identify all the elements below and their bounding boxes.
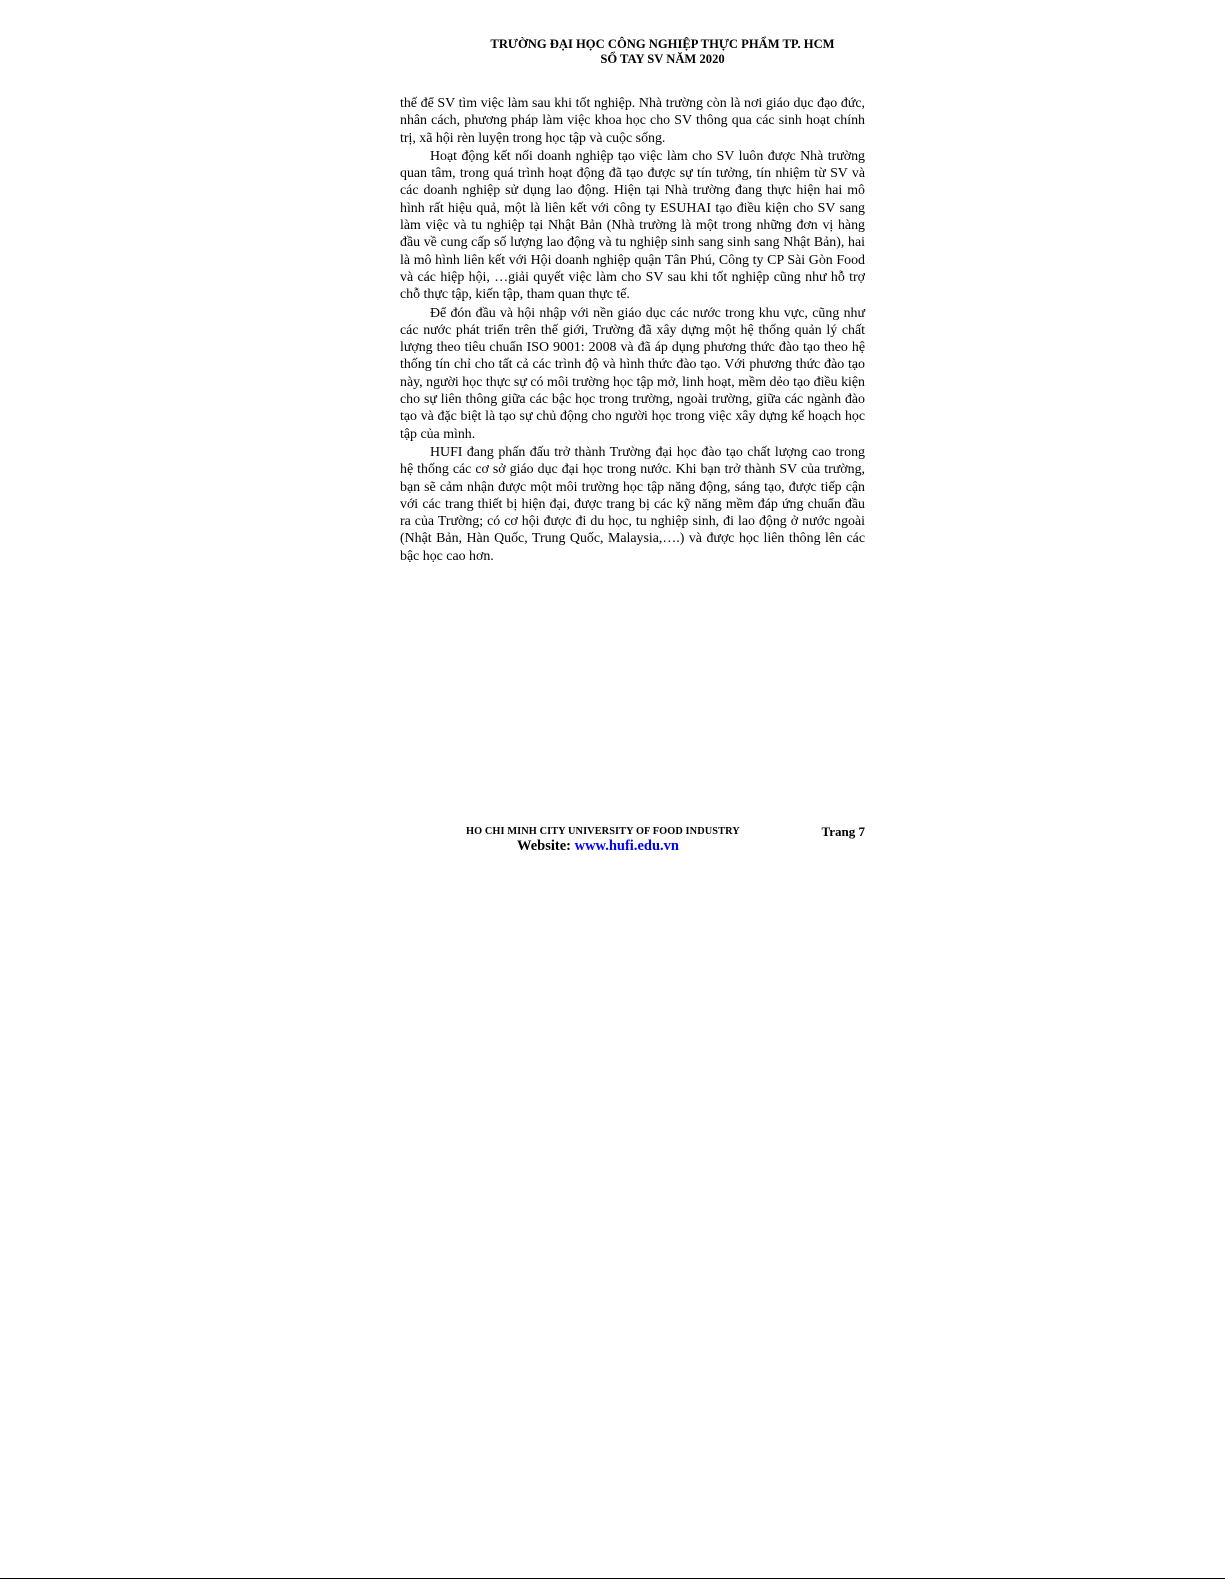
- body-text: [400, 95, 865, 566]
- header-school-name: TRƯỜNG ĐẠI HỌC CÔNG NGHIỆP THỰC PHẨM TP. HCM: [490, 37, 835, 51]
- paragraph-3: Để đón đầu và hội nhập với nền giáo dục các nước trong khu vực, cũng như các nước phát triển trên thế giới, Trường đã xây dựng một hệ thống quản lý chất lượng theo tiêu chuẩn ISO 9001: 2008 và đã áp dụng phương thức đào tạo theo hệ thống tín chỉ cho tất cả các trình độ và hình thức đào tạo. Với phương thức đào tạo này, người học thực sự có môi trường học tập mở, linh hoạt, mềm dẻo tạo điều kiện cho sự liên thông giữa các bậc học trong trường, ngoài trường, giữa các ngành đào tạo và đặc biệt là tạo sự chủ động cho người học trong việc xây dựng kế hoạch học tập của mình.: [400, 305, 865, 442]
- paragraph-4: HUFI đang phấn đấu trở thành Trường đại học đào tạo chất lượng cao trong hệ thống các cơ sở giáo dục đại học trong nước. Khi bạn trở thành SV của trường, bạn sẽ cảm nhận được một môi trường học tập năng động, sáng tạo, được tiếp cận với các trang thiết bị hiện đại, được trang bị các kỹ năng mềm đáp ứng chuẩn đầu ra của Trường; có cơ hội được đi du học, tu nghiệp sinh, đi lao động ở nước ngoài (Nhật Bản, Hàn Quốc, Trung Quốc, Malaysia,….) và được học liên thông lên các bậc học cao hơn.: [400, 444, 865, 564]
- website-label: Website:: [517, 838, 575, 854]
- page-header: [400, 37, 865, 67]
- website-link[interactable]: www.hufi.edu.vn: [574, 838, 679, 854]
- paragraph-2: Hoạt động kết nối doanh nghiệp tạo việc làm cho SV luôn được Nhà trường quan tâm, trong quá trình hoạt động đã tạo được sự tín tưởng, tín nhiệm từ SV và các doanh nghiệp sử dụng lao động. Hiện tại Nhà trường đang thực hiện hai mô hình rất hiệu quả, một là liên kết với công ty ESUHAI tạo điều kiện cho SV sang làm việc và tu nghiệp tại Nhật Bản (Nhà trường là một trong những đơn vị hàng đầu về cung cấp số lượng lao động và tu nghiệp sinh sang sinh sang Nhật Bản), hai là mô hình liên kết với Hội doanh nghiệp quận Tân Phú, Công ty CP Sài Gòn Food và các hiệp hội, …giải quyết việc làm cho SV sau khi tốt nghiệp cũng như hỗ trợ chỗ thực tập, kiến tập, tham quan thực tế.: [400, 148, 865, 303]
- paragraph-1: thế để SV tìm việc làm sau khi tốt nghiệp. Nhà trường còn là nơi giáo dục đạo đức, nhân cách, phương pháp làm việc khoa học cho SV thông qua các sinh hoạt chính trị, xã hội rèn luyện trong học tập và cuộc sống.: [400, 96, 865, 146]
- footer-university-name: HO CHI MINH CITY UNIVERSITY OF FOOD INDUSTRY: [466, 826, 740, 837]
- page-number: Trang 7: [821, 824, 865, 839]
- page-footer: [400, 824, 865, 864]
- footer-website: [517, 838, 679, 855]
- header-handbook-title: SỔ TAY SV NĂM 2020: [600, 52, 725, 66]
- bottom-divider: [0, 1578, 1225, 1579]
